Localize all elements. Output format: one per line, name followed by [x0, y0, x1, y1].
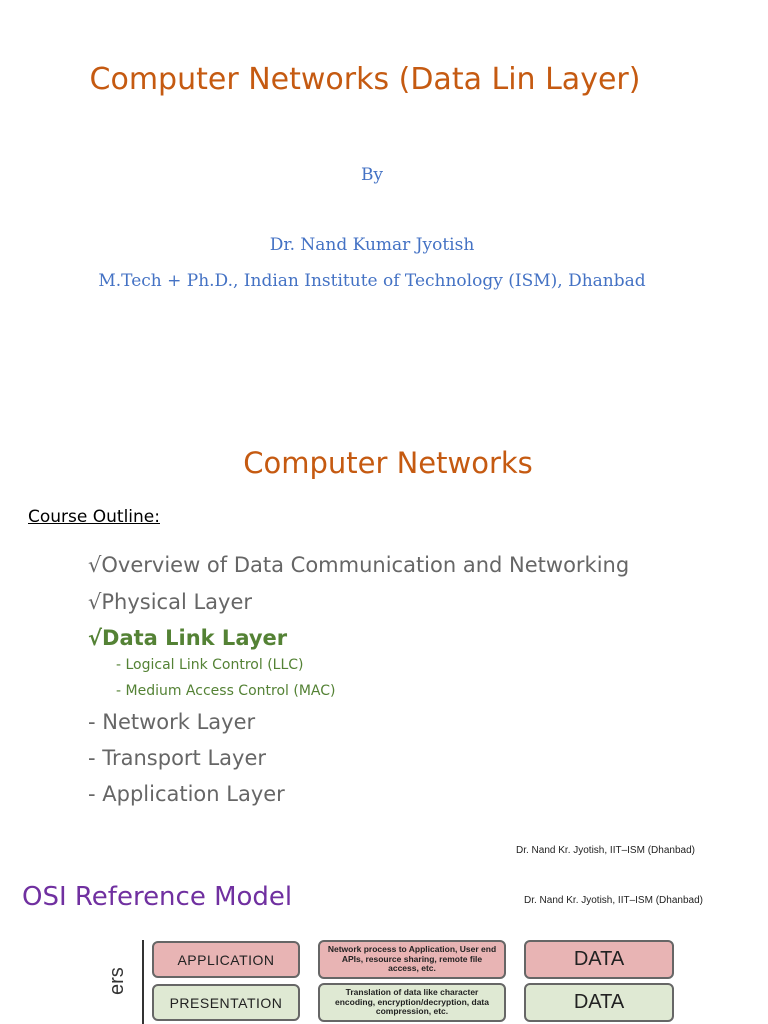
layers-bracket — [142, 940, 144, 1024]
outline-item-data-link: √Data Link Layer — [88, 626, 288, 650]
slide2-title: Computer Networks — [243, 446, 533, 480]
layer-application-unit — [524, 940, 674, 979]
outline-item-application: - Application Layer — [88, 782, 285, 806]
slide1-by: By — [360, 165, 384, 185]
course-outline-label: Course Outline: — [28, 507, 160, 527]
slide1-author: Dr. Nand Kumar Jyotish — [269, 235, 475, 255]
outline-item-physical: √Physical Layer — [88, 590, 253, 614]
outline-item-overview: √Overview of Data Communication and Networking — [88, 553, 630, 577]
slide3-footer-credit: Dr. Nand Kr. Jyotish, IIT–ISM (Dhanbad) — [524, 895, 703, 906]
slide3-title: OSI Reference Model — [22, 882, 293, 912]
slide1-affiliation: M.Tech + Ph.D., Indian Institute of Technology (ISM), Dhanbad — [98, 271, 646, 291]
layer-presentation-description-text: Translation of data like character encoding, encryption/decryption, data compression, etc. — [335, 987, 489, 1017]
slide2-footer-credit: Dr. Nand Kr. Jyotish, IIT–ISM (Dhanbad) — [516, 845, 695, 856]
outline-subitem-llc: - Logical Link Control (LLC) — [116, 657, 304, 673]
outline-item-network: - Network Layer — [88, 710, 256, 734]
layer-presentation-description — [318, 983, 506, 1022]
outline-subitem-mac: - Medium Access Control (MAC) — [116, 683, 336, 699]
slide1-title: Computer Networks (Data Lin Layer) — [89, 62, 641, 97]
layer-application — [152, 941, 300, 978]
layers-side-label: ers — [106, 967, 128, 995]
layer-presentation-label: PRESENTATION — [169, 994, 283, 1011]
layer-application-unit-label: DATA — [573, 948, 625, 970]
outline-item-transport: - Transport Layer — [88, 746, 267, 770]
layer-presentation-unit — [524, 983, 674, 1022]
layer-application-label: APPLICATION — [177, 951, 275, 968]
layer-application-description-text: Network process to Application, User end APIs, resource sharing, remote file access, etc. — [327, 944, 497, 974]
layer-presentation — [152, 984, 300, 1021]
layer-presentation-unit-label: DATA — [573, 991, 625, 1013]
layer-application-description — [318, 940, 506, 979]
